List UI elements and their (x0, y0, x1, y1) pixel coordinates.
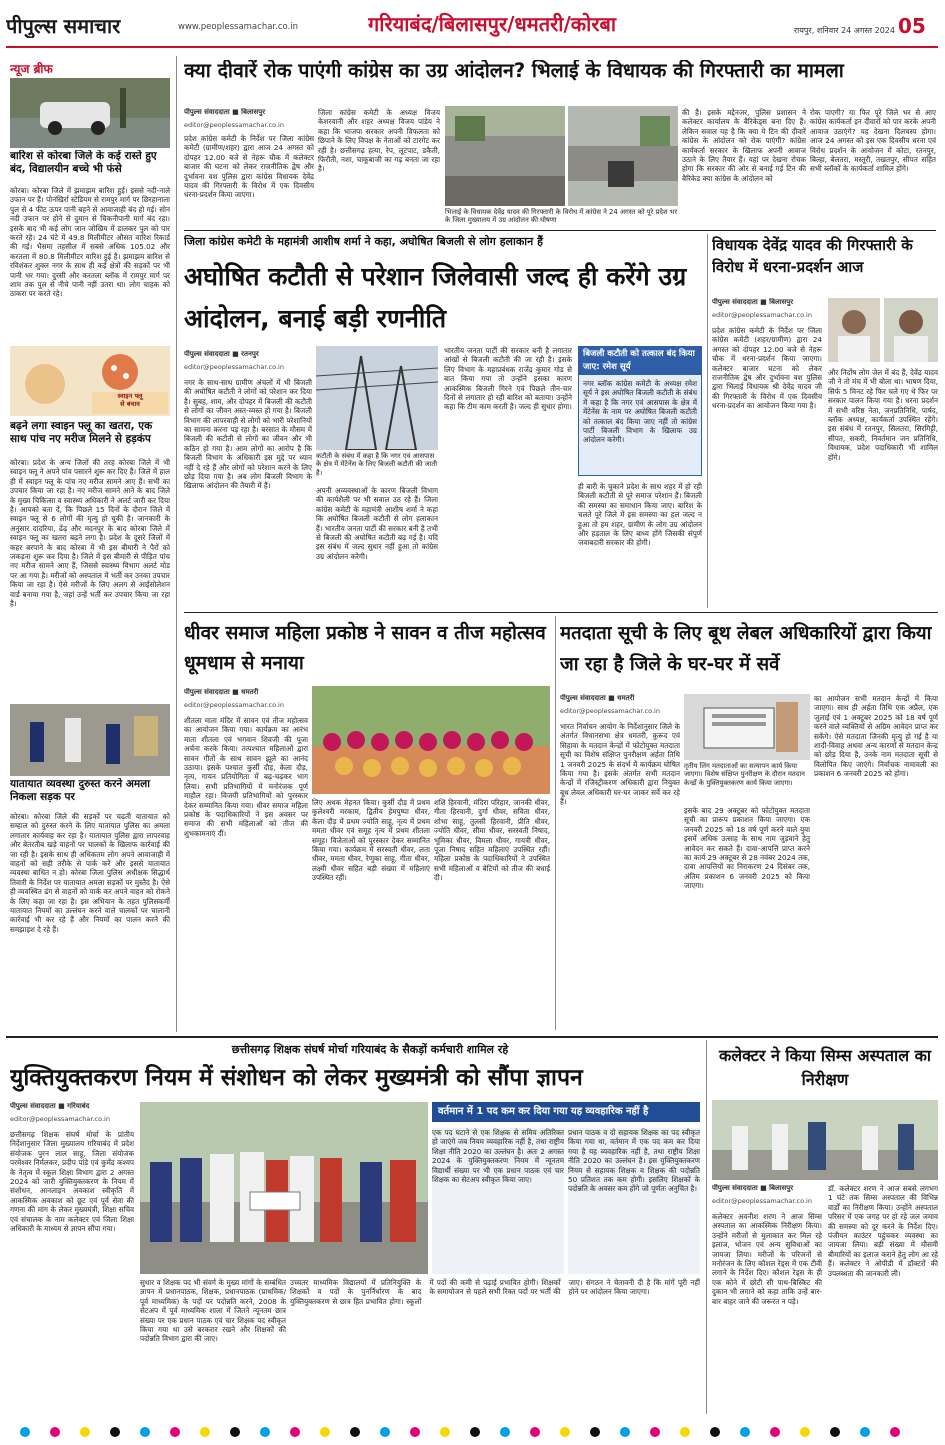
hospital-byline: पीपुल्स संवाददाता ■ बिलासपुर (712, 1184, 794, 1192)
registration-dot-cyan (380, 1427, 390, 1437)
teacher-col-5: उच्चतर माध्यमिक विद्यालयों में प्रतिनियुक्ति के शिक्षकों व पदों के पुनर्निर्धारण के बाद युक्तियुक्तकरण से छात्र हित प्रभावित होगा। स्कूलों में पदों की कमी से पढ़ाई प्रभावित होगी। शिक्षकों के समायोजन से पहले सभी रिक्त पदों पर भर्ती की जाए। संगठन ने चेतावनी दी है कि मांगें पूरी नहीं होने पर आंदोलन किया जाएगा। (290, 1278, 700, 1306)
registration-dot-yellow (800, 1427, 810, 1437)
news-brief-label: न्यूज ब्रीफ (10, 62, 53, 76)
left-column-divider (176, 56, 177, 1032)
registration-dot-yellow (680, 1427, 690, 1437)
registration-dot-magenta (530, 1427, 540, 1437)
registration-dot-cyan (20, 1427, 30, 1437)
lead-bottom-rule (184, 230, 936, 231)
power-quote-box (578, 346, 702, 476)
brief-body-1: कोरबा। कोरबा जिले में झमाझम बारिश हुई। इससे नदी-नाले उफान पर हैं। पोनखिर्रा स्टेडियम से रामपुर मार्ग पर छिरहानाला पुल से 4 फीट ऊपर पानी बहने से आवाजाही बंद हो गई। सोन नदी उफान पर होने से दुमान से चिकनीपानी मार्ग बंद रहा। इसके बाद भी कई लोग जान जोखिम में डालकर पुल को पार करते रहे। 24 घंटे में 49.8 मिलीमीटर औसत वारिश रिकार्ड की गई। भैसमा तहसील में सबसे अधिक 105.02 और करतला में 80.8 मिलीमीटर वारिश हुई है। झमाझम बारिश से रविशंकर शुक्ल नगर के साथ ही कई क्षेत्रों की सड़कों पर भी पानी भर गया। दुरसी और करतला ब्लॉक में रामपुर मार्ग पर शाम तक पुल से नीचे पानी नहीं उतरा था। लोग चाहक को ठाकरा पर करते रहे। (10, 186, 170, 299)
registration-dot-yellow (200, 1427, 210, 1437)
women-email[interactable]: editor@peoplessamachar.co.in (184, 701, 284, 709)
page-number: 05 (898, 14, 926, 38)
voter-headline: मतदाता सूची के लिए बूथ लेबल अधिकारियों द्वारा किया जा रहा है जिले के घर-घर में सर्वे (560, 623, 932, 675)
lead-headline: क्या दीवारें रोक पाएंगी कांग्रेस का उग्र आंदोलन? भिलाई के विधायक की गिरफ्तारी का मामला (184, 60, 844, 82)
lead-photo-caption: भिलाई के विधायक देवेंद्र यादव की गिरफ्तारी के विरोध में कांग्रेस ने 24 अगस्त को पूरे प्रदेश भर के जिला मुख्यालय में उग्र आंदोलन की घोषणा (445, 208, 678, 228)
brief-body-2: कोरबा। प्रदेश के अन्य जिलों की तरह कोरबा जिले में भी स्वाइन फ्लू ने अपने पांव पसारने शुरू कर दिए हैं। जिले में हाल ही में स्वाइन फ्लू के पांच नए मरीज सामने आए हैं। सभी का उपचार किया जा रहा है। नए मरीज सामने आने के बाद जिले के मुख्य चिकित्सा व स्वास्थ्य अधिकारी ने अलर्ट जारी कर दिया है। आपको बता दें, कि पिछले 15 दिनों के दौरान जिले में स्वाइन फ्लू से 6 लोगों की मृत्यु हो चुकी है। जानकारी के अनुसार दादरिया, ढेंढ़ और मदनपुर के बाद कोरबा जिले में स्वाइन फ्लू का खतरा बढ़ने लगा है। प्रदेश के दूसरे जिलों में कहर बरपाने के बाद कोरबा में भी इस बीमारी ने पैरों को जकड़ना शुरू कर दिया है। जिले में इस बीमारी से पीड़ित पांच नए मरीज सामने आए हैं, जिससे स्वास्थ्य विभाग अलर्ट मोड पर आ गया है। मरीजों को अस्पताल में भर्ती कर उनका उपचार किया जा रहा है। ऐसे मरीजों के लिए अलग से आईसोलेशन वार्ड बनाया गया है, जहां उन्हें भर्ती कर उपचार किया जा रहा है। (10, 458, 170, 609)
voter-byline: पीपुल्स संवाददाता ■ धमतरी (560, 694, 635, 702)
teacher-col-3: एक पद घटाने से एक शिक्षक से समिय अतिरिक्त हो जाएंगे जब नियम व्यवहारिक नहीं है, तथा राष्ट्रीय शिक्षा नीति 2020 का उल्लंघन है। अतः 2 अगस्त 2024 के युक्तियुक्तकरण नियम में न्यूनतम विद्यार्थी संख्या पर भी एक प्रधान पाठक एवं चार शिक्षक का सेटअप स्वीकृत किया जाए। (432, 1128, 564, 1274)
teacher-col-1: छत्तीसगढ़ शिक्षक संघर्ष मोर्चा के प्रांतीय निर्देशानुसार जिला मुख्यालय गरियाबंद में प्रदेश संयोजक पुरन लाल साहू, जिला संयोजक परमेश्वर निर्मलकर, प्रदीप पांडे एवं कुमेंद्र कश्यप के नेतृत्व में स्कूल शिक्षा विभाग द्वारा 2 अगस्त 2024 को जारी युक्तियुक्तकरण के नियम में संशोधन, आनलाइन अवकाश स्वीकृति में आकस्मिक अवकाश को छूट एवं पूर्व सेवा की गणना की मांग के लेकर मुख्यमंत्री, शिक्षा सचिव एवं संचालक के नाम कलेक्टर एवं जिला शिक्षा अधिकारी के माध्यम से ज्ञापन सौंपा गया। (10, 1130, 134, 1234)
brief-headline-3: यातायात व्यवस्था दुरुस्त करने अमला निकला सड़क पर (10, 778, 151, 803)
registration-dot-yellow (80, 1427, 90, 1437)
registration-dot-yellow (560, 1427, 570, 1437)
power-col-2: अपनी अव्यवस्थाओं के कारण बिजली विभाग की कार्यशैली पर भी सवाल उठ रहे हैं। जिला कांग्रेस कमेटी के महामंत्री आशीष शर्मा ने कहा कि अघोषित बिजली कटौती से लोग हलाकान हैं। भारतीय जनता पार्टी की सरकार बनी है तभी से बिजली की अघोषित कटौती बढ़ गई है। यदि इस संबंध में जल्द सुधार नहीं हुआ तो कांग्रेस उग्र आंदोलन करेगी। (316, 486, 438, 561)
protest-col-1: प्रदेश कांग्रेस कमेटी के निर्देश पर जिला कांग्रेस कमेटी (शहर/ग्रामीण) द्वारा 24 अगस्त को दोपहर 12.00 बजे से नेहरू चौक में धरना-प्रदर्शन किया जाएगा। कलेक्टर बाजार घटना को लेकर राजनीतिक द्वेष और दुर्भावना वश पुलिस द्वारा भिलाई विधायक श्री देवेंद्र यादव जी की गिरफ्तारी के विरोध में एक दिवसीय धरना-प्रदर्शन का आयोजन किया गया है। (712, 326, 822, 411)
lower-rule (6, 1036, 938, 1038)
registration-dot-cyan (500, 1427, 510, 1437)
print-registration-marks (20, 1422, 930, 1438)
power-right-divider (707, 234, 708, 608)
voter-machine-photo (684, 694, 810, 760)
section-title: गरियाबंद/बिलासपुर/धमतरी/कोरबा (368, 12, 617, 36)
registration-dot-magenta (170, 1427, 180, 1437)
hospital-inspection-photo (712, 1100, 938, 1180)
protest-email[interactable]: editor@peoplessamachar.co.in (712, 311, 812, 319)
registration-dot-magenta (410, 1427, 420, 1437)
women-headline: धीवर समाज महिला प्रकोष्ठ ने सावन व तीज महोत्सव धूमधाम से मनाया (184, 622, 546, 674)
teacher-kicker: छत्तीसगढ़ शिक्षक संघर्ष मोर्चा गरियाबंद के सैकड़ों कर्मचारी शामिल रहे (231, 1043, 509, 1056)
registration-dot-black (830, 1427, 840, 1437)
registration-dot-magenta (770, 1427, 780, 1437)
registration-dot-yellow (440, 1427, 450, 1437)
barricade-photo-2 (568, 106, 678, 206)
registration-dot-magenta (650, 1427, 660, 1437)
hospital-col-2: डॉ. कलेक्टर शरण ने आज सबसे लगभग 1 घंटे तक सिम्स अस्पताल की विभिन्न वार्डों का निरीक्षण किया। उन्होंने अस्पताल परिसर में एक जगह पर हो रहे जल जमाव की समस्या को दूर करने के निर्देश दिए। पंजीयन काउंटर पहुंचकर व्यवस्था का जायजा लिया। बड़ी संख्या में मौसमी बीमारियों का इलाज कराने हेतु लोग आ रहे हैं। कलेक्टर ने ओपीडी में डॉक्टरों की उपलब्धता की जानकारी ली। (828, 1184, 938, 1278)
lead-col-3: की है। इसके मद्देनजर, पुलिस प्रशासन ने कलेक्टर कार्यालय के बैरिकेड्स बना दिए हैं। लेकिन सवाल यह है कि क्या ये टिन की दीवारें कांग्रेस के आंदोलन को रोक पाएंगी? कांग्रेस कार्यकर्ता सरकार के खिलाफ अपनी आवाज उठाने के लिए तैयार हैं। यहां पर देखना रोचक होगा कि सरकार की ओर से बनाई गई टिन की बैरिकेड क्या कांग्रेस के आंदोलन को (682, 108, 806, 183)
registration-dot-black (710, 1427, 720, 1437)
flood-road-photo (10, 78, 170, 148)
women-col-2: लिए अथक मेहनत किया। कुर्सी दौड़ में प्रथम कुलेश्वरी मरकाम, द्वितीय हेमपुष्पा धीवर, केला दौड़ में प्रथम ज्योति साहू, नृत्य में प्रथम ममता धीवर एवं समूह नृत्य में प्रथम शीतला समूह। विजेताओं को पुरस्कार देकर सम्मानित किया गया। कार्यक्रम में सरस्वती धीवर, लता धीवर, ममता धीवर, रेणुका साहू, गीता धीवर, लक्ष्मी धीवर सहित बड़ी संख्या में महिलाएं उपस्थित रहीं। (312, 798, 430, 883)
registration-dot-cyan (860, 1427, 870, 1437)
teacher-col-2: सुधार व शिक्षक पद भी संवर्ग के मुख्य मांगों के सम्बंधित ज्ञापन में प्रधानपाठक, शिक्षक, प्रधानपाठक (प्राथमिक/पूर्व माध्यमिक) के पदों पर पदोन्नति करने, 2008 के सेटअप में पूर्व माध्यमिक शाला में जितने न्यूनतम छात्र संख्या पर एक प्रधान पाठक एवं चार शिक्षक पद स्वीकृत किया गया था उसे बरकरार रखने और शिक्षकों की पदोन्नति विभाग द्वारा की जाए। (140, 1278, 286, 1344)
registration-dot-cyan (140, 1427, 150, 1437)
registration-dot-cyan (740, 1427, 750, 1437)
registration-dot-magenta (50, 1427, 60, 1437)
traffic-police-photo (10, 704, 170, 776)
voter-col-2: इसके बाद 29 अक्टूबर को फोटोयुक्त मतदाता सूची का प्रारूप प्रकाशन किया जाएगा। एक जनवरी 2025 को 18 वर्ष पूर्ण करने वाले युवा इसमें अधिक उत्साह के साथ नाम जुड़वाने हेतु आवेदन कर सकते हैं। दावा-आपत्ति प्राप्त करने का कार्य 29 अक्टूबर से 28 नवंबर 2024 तक, दावा आपत्तियों का निराकरण 24 दिसंबर तक, अंतिम प्रकाशन 6 जनवरी 2025 को किया जाएगा। (684, 806, 810, 891)
power-byline: पीपुल्स संवाददाता ■ रतनपुर (184, 350, 259, 358)
women-col-1: शीतला माता मंदिर में सावन एवं तीज महोत्सव का आयोजन किया गया। कार्यक्रम का आरंभ माता शीतला एवं भगवान शिवजी की पूजा अर्चना करके किया। तत्पश्चात महिलाओं द्वारा सावन गीतों के साथ सावन झूले का आनंद उठाया। इसके पश्चात कुर्सी दौड़, केला दौड़, नृत्य, गायन प्रतियोगिता में बढ़-चढ़कर भाग लिया। सभी प्रतिभागियों में मनोरंजक पूर्ण माहौल रहा। विजयी प्रतिभागियों को पुरस्कार देकर सम्मानित किया गया। धीवर समाज महिला प्रकोष्ठ के पदाधिकारियों ने इस अवसर पर समाज की सभी महिलाओं को तीज की शुभकामनाएं दीं। (184, 716, 308, 838)
protest-col-2: और निर्दोष लोग जेल में बंद हैं, देवेंद्र यादव जी ने तो मंच में भी बोला था। भाषण दिया, सिर्फ 5 मिनट रहे फिर चले गए थे फिर पर सरकार पालन किया गया है। धरना प्रदर्शन में सभी वरिष्ठ नेता, जनप्रतिनिधि, पार्षद, ब्लॉक अध्यक्ष, कार्यकर्ता उपस्थित रहेंगे। इस संबंध में रतनपुर, सिलतरा, सिरगिट्टी, सीपत, सकरी, निवर्तमान जन प्रतिनिधि, विधायक, प्रदेश पदाधिकारी भी शामिल होंगे। (828, 368, 938, 462)
middle-rule (184, 612, 938, 613)
swine-flu-image-text-1: स्वाइन फ्लू (117, 392, 143, 400)
power-email[interactable]: editor@peoplessamachar.co.in (184, 363, 284, 371)
masthead-divider (6, 46, 938, 48)
teacher-col-4: प्रधान पाठक व दो सहायक शिक्षक का पद स्वीकृत किया गया था, वर्तमान में एक पद कम कर दिया गया है यह व्यवहारिक नहीं है, तथा राष्ट्रीय शिक्षा नीति 2020 का उल्लंघन है। इस युक्तियुक्तकरण नियम से सहायक शिक्षक व शिक्षक की पदोन्नति 50 प्रतिशत तक कम होगी। इसलिए शिक्षकों के पदोन्नति के अवसर कम होंगे जो पूर्णतः अनुचित है। (568, 1128, 700, 1274)
barricade-photo-1 (445, 106, 565, 206)
women-col-3: शशि हिरवानी, मंदिरा परिहार, जानकी धीवर, गीता हिरवानी, दुर्गा धीवर, सविता धीवर, शोभा साहू, तुलसी हिरवानी, प्रीति धीवर, ज्योति धीवर, सीमा धीवर, सरस्वती निषाद, भूमिका धीवर, विमला धीवर, गायत्री धीवर, पूजा निषाद सहित महिलाएं उपस्थित रहीं। महिला प्रकोष्ठ के पदाधिकारियों ने उपस्थित सभी महिलाओं व बेटियों को तीज की बधाई दी। (434, 798, 550, 883)
swine-flu-image-text (92, 392, 168, 414)
hospital-col-1: कलेक्टर अवनीश शरण ने आज सिम्स अस्पताल का आकस्मिक निरीक्षण किया। उन्होंने मरीजों से मुलाकात कर मिल रहे इलाज, भोजन एवं अन्य सुविधाओं का जायजा लिया। मरीजों के परिजनों से मनोरंजन के लिए कौशल रेड्स में एक टीवी लगाने के निर्देश दिए। कौशल रेड्स के ही एक कोने में छोटी सी पाथ-बिस्किट की दुकान भी लगाने को कहा ताकि उन्हें बार-बार बाहर जाने की जरूरत न पड़े। (712, 1212, 822, 1306)
website-link[interactable]: www.peoplessamachar.co.in (178, 22, 299, 32)
teacher-email[interactable]: editor@peoplessamachar.co.in (10, 1115, 110, 1123)
teacher-right-divider (706, 1040, 707, 1414)
registration-dot-yellow (320, 1427, 330, 1437)
power-col-3: भारतीय जनता पार्टी की सरकार बनी है लगातार आंखों से बिजली कटौती की जा रही है। इसके लिए विभाग के महाप्रबंधक राजेंद्र कुमार गोड से बात किया गया तो उन्होंने इसका कारण आकस्मिक बिजली गिरने एवं पिछले तीन-चार दिनों से लगातार हो रही बारिश को बताया। उन्होंने कहा कि टीम काम करती है। जल्द ही सुधार होगा। (444, 346, 572, 412)
women-right-divider (555, 616, 556, 1030)
lead-col-1: प्रदेश कांग्रेस कमेटी के निर्देश पर जिला कांग्रेस कमेटी (ग्रामीण/शहर) द्वारा आज 24 अगस्त को दोपहर 12.00 बजे से नेहरू चौक में कलेक्टर बाजार की घटना को लेकर राजनीतिक द्वेष और दुर्भावना वश पुलिस द्वारा कांग्रेस विधायक देवेंद्र यादव की गिरफ्तारी के विरोध में एक दिवसीय धरना-प्रदर्शन किया जाएगा। (184, 134, 314, 200)
brief-headline-1: बारिश से कोरबा जिले के कई रास्ते हुए बंद, विद्यालयीन बच्चे भी फंसे (10, 150, 157, 175)
brief-body-3: कोरबा। कोरबा जिले की सड़कों पर चढ़ती यातायात को सम्हाल को दुरुस्त करने के लिए यातायात पुलिस का अमला लगातार कार्यवाह कर रहा है। यातायात पुलिस द्वारा लापरवाह और बेतरतीब खड़े वाहनों पर चालकों के खिलाफ कार्रवाई की जा रही है। इसके साथ ही अधिकतम लोग अपने आवाजाही में वाहनों को सही तरीके से पार्क करें और इससे यातायात व्यवस्था बाधित न हो। कोरबा जिला पुलिस अधीक्षक सिद्धार्थ तिवारी के निर्देश पर यातायात अमला सड़कों पर मुस्तैद है। ऐसे ही व्यवस्थित ढंग से वाहनों को पार्क कर अपने वाहन को रोकने के लिए कहा जा रहा है। इस अभियान के तहत पुलिसकर्मी यातायात नियमों का उल्लंघन करने वाले चालकों पर चालानी कार्रवाई भी कर रहे हैं और नियमों का पालन करने की समझाइश दे रहे हैं। (10, 812, 170, 934)
lead-col-2: जिला कांग्रेस कमेटी के अध्यक्ष विजय केशरवानी और शहर अध्यक्ष विजय पांडेय ने कहा कि भाजपा सरकार अपनी विफलता को छिपाने के लिए विपक्ष के नेताओं को टारगेट कर रही है। छत्तीसगढ़ हत्या, रेप, लूटपाट, डकैती, फिरौती, नशा, चाकूबाजी का गढ़ बनता जा रहा है। (318, 108, 440, 174)
registration-dot-magenta (890, 1427, 900, 1437)
registration-dot-cyan (260, 1427, 270, 1437)
power-headline: अघोषित कटौती से परेशान जिलेवासी जल्द ही करेंगे उग्र आंदोलन, बनाई बड़ी रणनीति (184, 262, 687, 333)
registration-dot-black (230, 1427, 240, 1437)
masthead (0, 0, 945, 52)
power-quote-title: बिजली कटौती को तत्काल बंद किया जाए: रमेश सूर्य (579, 347, 701, 375)
edition-date: रायपुर, शनिवार 24 अगस्त 2024 (793, 26, 895, 35)
power-photo-caption: कटौती के संबंध में कहा है कि नगर एवं आसपास के क्षेत्र में मेंटेनेंस के लिए बिजली कटौती की जाती है। (316, 452, 438, 482)
brief-headline-2: बढ़ने लगा स्वाइन फ्लू का खतरा, एक साथ पांच नए मरीज मिलने से हड़कंप (10, 420, 153, 445)
lead-email[interactable]: editor@peoplessamachar.co.in (184, 121, 284, 129)
power-lines-photo (316, 346, 438, 450)
paper-name: पीपुल्स समाचार (6, 14, 121, 38)
hospital-email[interactable]: editor@peoplessamachar.co.in (712, 1197, 812, 1205)
hospital-headline: कलेक्टर ने किया सिम्स अस्पताल का निरीक्षण (718, 1046, 932, 1089)
teacher-memo-photo (140, 1102, 428, 1274)
swine-flu-image-text-2: से बचाव (120, 400, 140, 408)
mla-portrait-1 (828, 298, 880, 362)
registration-dot-black (590, 1427, 600, 1437)
teacher-banner: वर्तमान में 1 पद कम कर दिया गया यह व्यवहारिक नहीं है (432, 1102, 700, 1122)
protest-byline: पीपुल्स संवाददाता ■ बिलासपुर (712, 298, 794, 306)
registration-dot-black (110, 1427, 120, 1437)
registration-dot-magenta (290, 1427, 300, 1437)
registration-dot-black (470, 1427, 480, 1437)
protest-headline: विधायक देवेंद्र यादव की गिरफ्तारी के विरोध में धरना-प्रदर्शन आज (712, 236, 913, 276)
power-kicker: जिला कांग्रेस कमेटी के महामंत्री आशीष शर्मा ने कहा, अघोषित बिजली से लोग हलाकान हैं (184, 235, 543, 248)
voter-email[interactable]: editor@peoplessamachar.co.in (560, 707, 660, 715)
teacher-byline: पीपुल्स संवाददाता ■ गरियाबंद (10, 1102, 90, 1110)
mla-portrait-2 (884, 298, 938, 362)
power-col-4: ही बारी के चुकाने प्रदेश के साथ शहर में हो रही बिजली कटौती से पूरे समाज परेशान हैं। बिजली की समस्या का समाधान किया जाए। बारिश के चलते पूरे जिले में इस समस्या का हल जल्द न हुआ तो हम शहर, ग्रामीण के लोग उग्र आंदोलन और हड़ताल के लिए बाध्य होंगे जिसकी संपूर्ण जवाबदारी सरकार की होगी। (578, 482, 702, 548)
women-byline: पीपुल्स संवाददाता ■ धमतरी (184, 688, 259, 696)
lead-col-4: रोक पाएगी? या फिर पूरे जिले भर से आए कांग्रेस कार्यकर्ता इन दीवारों को पार करके अपनी आवाज उठाएंगे? यह देखना दिलचस्प होगा। आज 24 अगस्त को इस एक दिवसीय धरना एवं विरोध प्रदर्शन के आयोजन में कोटा, रतनपुर, बिल्हा, बेलतरा, मस्तूरी, तखतपुर, सीपत सहित सभी ब्लॉकों के कार्यकर्ता शामिल होंगे। (810, 108, 936, 174)
lead-byline: पीपुल्स संवाददाता ■ बिलासपुर (184, 108, 266, 116)
registration-dot-black (350, 1427, 360, 1437)
women-group-photo (312, 686, 550, 794)
voter-col-3: का आयोजन सभी मतदान केन्द्रों में किया जाएगा। साथ ही अर्हता तिथि एक अप्रैल, एक जुलाई एवं 1 अक्टूबर 2025 को 18 वर्ष पूर्ण करने वाले व्यक्तियों से अग्रिम आवेदन प्राप्त कर सकेंगे। ऐसे मतदाता जिनकी मृत्यु हो गई है या शादी-विवाह अथवा अन्य कारणों से मतदान केन्द्र को छोड़ दिया है, उनके नाम मतदाता सूची से विलोपित किए जाएंगे। निर्वाचक नामावली का प्रकाशन 6 जनवरी 2025 को होगा। (814, 694, 938, 779)
teacher-headline: युक्तियुक्तकरण नियम में संशोधन को लेकर मुख्यमंत्री को सौंपा ज्ञापन (10, 1065, 583, 1091)
power-col-1: नगर के साथ-साथ ग्रामीण अंचलों में भी बिजली की अघोषित कटौती ने लोगों को परेशान कर दिया है। सुबह, शाम, और दोपहर में बिजली की कटौती से लोगों का जीवन अस्त-व्यस्त हो गया है। बिजली विभाग की लापरवाही से लोगों को भारी परेशानियों का सामना करना पड़ रहा है। बरसात के मौसम में बिजली की कटौती से लोगों का जीवन और भी कठिन हो गया है। आम लोगों का आरोप है कि बिजली विभाग के अधिकारी इस मुद्दे पर ध्यान नहीं दे रहे हैं और लोगों को परेशान करने के लिए छोड़ दिया गया है। अब लोग बिजली विभाग के खिलाफ आंदोलन की तैयारी में हैं। (184, 378, 312, 491)
voter-col-1: भारत निर्वाचन आयोग के निर्देशानुसार जिले के अंतर्गत विधानसभा क्षेत्र धमतरी, कुरूद एवं सिहावा के मतदान केन्द्रों में फोटोयुक्त मतदाता सूची का विशेष संक्षिप्त पुनरीक्षण अर्हता तिथि 1 जनवरी 2025 के संदर्भ में कार्यक्रम घोषित किया गया है। इसके अंतर्गत सभी मतदान केन्द्रों में रजिस्ट्रीकरण अधिकारी द्वारा नियुक्त बूथ लेवल अधिकारी घर-घर जाकर सर्वे कर रहे हैं। (560, 722, 680, 807)
power-quote-text: नगर ब्लॉक कांग्रेस कमेटी के अध्यक्ष रमेश सूर्य ने इस अघोषित बिजली कटौती के संबंध में कहा है कि नगर एवं आसपास के क्षेत्र में मेंटेनेंस के नाम पर अघोषित बिजली कटौती को तत्काल बंद किया जाए नहीं तो कांग्रेस पार्टी बिजली विभाग के खिलाफ उग्र आंदोलन करेगी। (583, 379, 697, 445)
voter-photo-caption: तृतीय लिंग मतदाताओं का सत्यापन कार्य किया जाएगा। विशेष संक्षिप्त पुनरीक्षण के दौरान मतदान केन्द्रों के युक्तियुक्तकरण कार्य किया जाएगा। (684, 762, 810, 802)
registration-dot-cyan (620, 1427, 630, 1437)
